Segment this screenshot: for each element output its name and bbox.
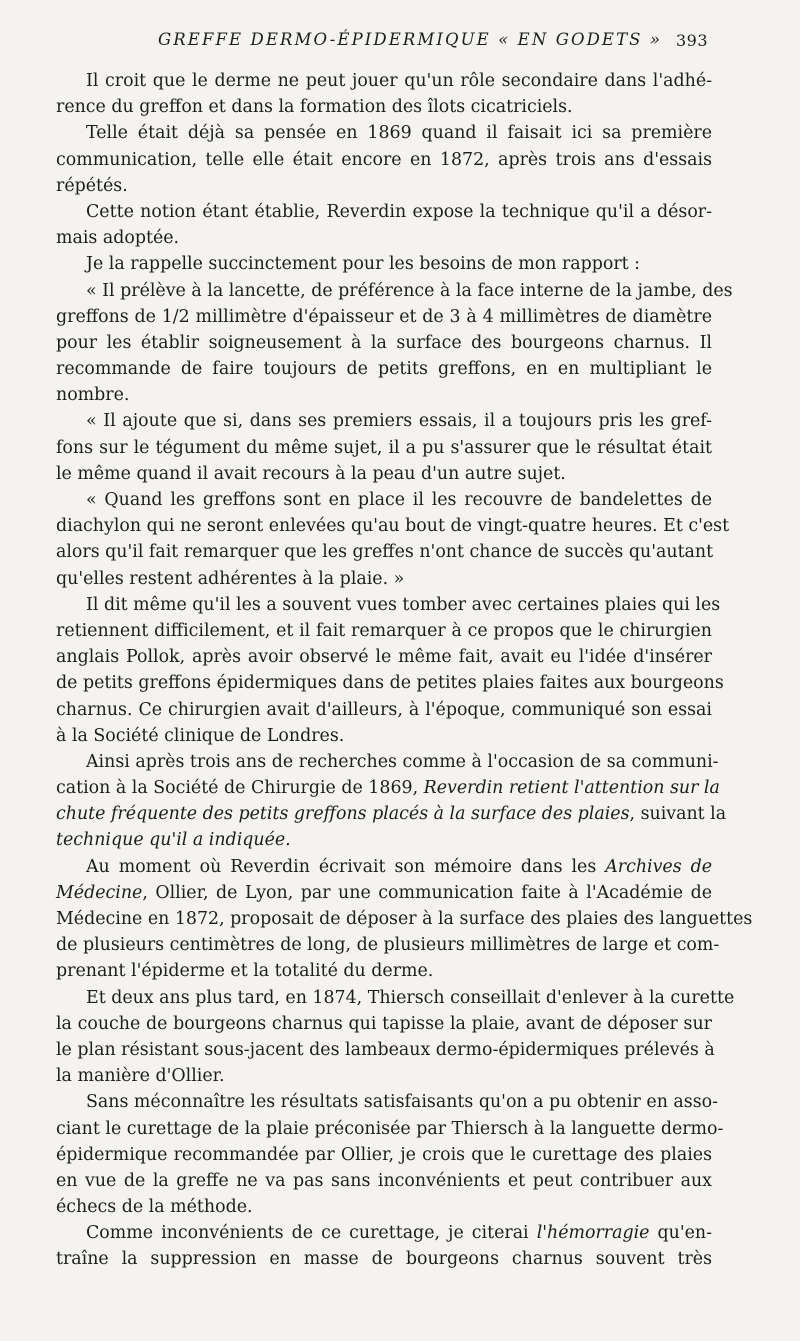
text-run: Cette notion étant établie, Reverdin expose la technique qu'il a désor-	[86, 201, 712, 222]
text-line	[56, 251, 712, 277]
text-line	[56, 539, 712, 565]
italic-run: Archives de	[605, 856, 712, 877]
text-line	[56, 461, 712, 487]
text-run: cation à la Société de Chirurgie de 1869,	[56, 778, 424, 799]
text-line	[56, 880, 712, 906]
text-run: « Il ajoute que si, dans ses premiers essais, il a toujours pris les gref-	[86, 411, 712, 432]
text-line	[56, 225, 712, 251]
text-run: communication, telle elle était encore en 1872, après trois ans d'essais	[56, 149, 712, 170]
text-line	[56, 120, 712, 146]
text-run: Telle était déjà sa pensée en 1869 quand il faisait ici sa première	[86, 123, 712, 144]
italic-run: chute fréquente des petits greffons placés à la surface des plaies	[56, 804, 630, 825]
text-run: épidermique recommandée par Ollier, je crois que le curettage des plaies	[56, 1144, 712, 1165]
text-run: pour les établir soigneusement à la surface des bourgeons charnus. Il	[56, 332, 712, 353]
running-title: GREFFE DERMO-ÉPIDERMIQUE « EN GODETS »	[158, 30, 663, 49]
text-line	[56, 278, 733, 304]
text-line	[56, 1063, 712, 1089]
text-run: mais adoptée.	[56, 228, 180, 249]
text-run: « Il prélève à la lancette, de préférence à la face interne de la jambe, des	[86, 280, 733, 301]
italic-run: technique qu'il a indiquée.	[56, 830, 291, 851]
text-line	[56, 827, 712, 853]
text-line	[56, 1037, 715, 1063]
text-run: Et deux ans plus tard, en 1874, Thiersch conseillait d'enlever à la curette	[86, 987, 735, 1008]
text-line	[56, 644, 712, 670]
text-run: répétés.	[56, 175, 128, 196]
text-line	[56, 1089, 718, 1115]
text-run: qu'en-	[649, 1223, 713, 1244]
text-run: Il croit que le derme ne peut jouer qu'un rôle secondaire dans l'adhé-	[86, 71, 712, 91]
text-run: la couche de bourgeons charnus qui tapisse la plaie, avant de déposer sur	[56, 1013, 712, 1034]
text-run: Médecine en 1872, proposait de déposer à la surface des plaies des languettes	[56, 909, 753, 929]
text-line	[56, 408, 712, 434]
text-run: de plusieurs centimètres de long, de plusieurs millimètres de large et com-	[56, 935, 720, 956]
text-line	[56, 199, 712, 225]
text-line	[56, 723, 712, 749]
text-run: , Ollier, de Lyon, par une communication faite à l'Académie de	[142, 882, 712, 903]
text-run: Sans méconnaître les résultats satisfaisants qu'on a pu obtenir en asso-	[86, 1092, 718, 1113]
text-run: à la Société clinique de Londres.	[56, 725, 345, 746]
text-run: qu'elles restent adhérentes à la plaie. »	[56, 568, 405, 589]
text-run: rence du greffon et dans la formation des îlots cicatriciels.	[56, 97, 573, 118]
text-line	[56, 513, 730, 539]
text-run: en vue de la greffe ne va pas sans inconvénients et peut contribuer aux	[56, 1170, 712, 1191]
text-line	[56, 147, 712, 173]
text-line	[56, 749, 719, 775]
text-line	[56, 618, 712, 644]
text-run: Comme inconvénients de ce curettage, je citerai	[86, 1223, 537, 1244]
text-line	[56, 592, 721, 618]
text-line	[56, 356, 712, 382]
page-number: 393	[675, 31, 708, 50]
text-run: nombre.	[56, 385, 130, 406]
text-line	[56, 1246, 712, 1272]
text-line	[56, 566, 712, 592]
text-line	[56, 801, 727, 827]
text-run: « Quand les greffons sont en place il les recouvre de bandelettes de	[86, 490, 712, 510]
italic-run: Médecine	[56, 882, 143, 903]
text-line	[56, 932, 720, 958]
text-run: traîne la suppression en masse de bourgeons charnus souvent très	[56, 1249, 712, 1270]
text-line	[56, 1011, 712, 1037]
text-line	[56, 1142, 712, 1168]
text-line	[56, 697, 712, 723]
text-run: le même quand il avait recours à la peau d'un autre sujet.	[56, 463, 566, 484]
text-line	[56, 1220, 712, 1246]
text-run: Ainsi après trois ans de recherches comme à l'occasion de sa communi-	[86, 751, 719, 772]
text-run: échecs de la méthode.	[56, 1197, 253, 1218]
text-run: recommande de faire toujours de petits greffons, en en multipliant le	[56, 359, 712, 380]
text-run: la manière d'Ollier.	[56, 1066, 225, 1087]
text-run: Il dit même qu'il les a souvent vues tomber avec certaines plaies qui les	[86, 594, 721, 615]
text-run: anglais Pollok, après avoir observé le même fait, avait eu l'idée d'insérer	[56, 647, 712, 668]
text-run: prenant l'épiderme et la totalité du derme.	[56, 961, 434, 982]
text-line	[56, 94, 712, 120]
text-run: de petits greffons épidermiques dans de petites plaies faites aux bourgeons	[56, 673, 724, 694]
text-line	[56, 670, 724, 696]
text-line	[56, 487, 712, 513]
text-line	[56, 435, 712, 461]
text-run: le plan résistant sous-jacent des lambeaux dermo-épidermiques prélevés à	[56, 1039, 715, 1060]
text-run: retiennent difficilement, et il fait remarquer à ce propos que le chirurgien	[56, 620, 712, 641]
text-line	[56, 68, 712, 94]
text-run: diachylon qui ne seront enlevées qu'au bout de vingt-quatre heures. Et c'est	[56, 516, 730, 537]
text-run: greffons de 1/2 millimètre d'épaisseur et de 3 à 4 millimètres de diamètre	[56, 306, 712, 327]
text-line	[56, 1194, 712, 1220]
text-line	[56, 382, 712, 408]
body-text	[56, 68, 753, 1273]
text-line	[56, 985, 735, 1011]
text-run: Au moment où Reverdin écrivait son mémoire dans les	[86, 856, 606, 877]
text-line	[56, 906, 753, 932]
text-line	[56, 330, 712, 356]
text-line	[56, 304, 712, 330]
text-line	[56, 1116, 724, 1142]
text-run: Je la rappelle succinctement pour les besoins de mon rapport :	[86, 254, 641, 275]
text-run: charnus. Ce chirurgien avait d'ailleurs, à l'époque, communiqué son essai	[56, 699, 712, 720]
text-line	[56, 1168, 712, 1194]
italic-run: l'hémorragie	[536, 1223, 650, 1244]
text-line	[56, 173, 712, 199]
text-run: fons sur le tégument du même sujet, il a pu s'assurer que le résultat était	[56, 437, 712, 458]
text-line	[56, 958, 712, 984]
text-run: , suivant la	[629, 804, 727, 825]
text-run: alors qu'il fait remarquer que les greffes n'ont chance de succès qu'autant	[56, 542, 714, 563]
text-run: ciant le curettage de la plaie préconisée par Thiersch à la languette dermo-	[56, 1118, 724, 1139]
text-line	[56, 854, 712, 880]
page-header	[0, 30, 800, 54]
italic-run: Reverdin retient l'attention sur la	[423, 778, 720, 799]
text-line	[56, 775, 720, 801]
